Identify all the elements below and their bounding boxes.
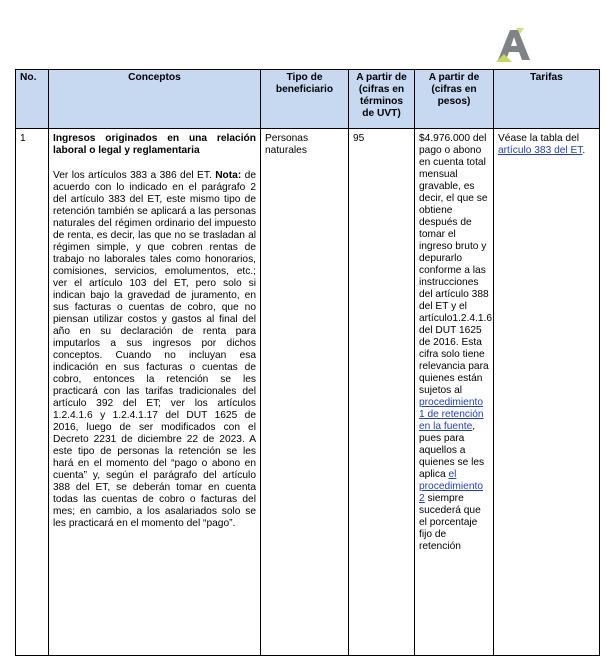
header-beneficiary: Tipo de beneficiario (261, 70, 349, 129)
header-no: No. (16, 70, 49, 129)
article-383-link[interactable]: artículo 383 del ET (498, 145, 583, 156)
cell-no: 1 (16, 129, 49, 656)
cell-pesos (415, 129, 494, 656)
table-row (16, 129, 600, 656)
procedure-1-link[interactable]: procedimiento 1 de retención en la fuente (419, 397, 484, 432)
app-logo-icon (494, 24, 534, 64)
rates-text-2: . (582, 145, 586, 156)
rates-text-1: Véase la tabla del (498, 133, 579, 144)
concept-nota-label: Nota: (215, 170, 242, 181)
concept-body (53, 170, 256, 530)
cell-uvt: 95 (349, 129, 415, 656)
pesos-text-1: $4.976.000 del pago o abono en cuenta total mensual gravable, es decir, el que se obtiene después de tomar el ingreso bruto y depurarlo conforme a las instrucciones del artículo 388 del ET y el artículo1.2.4.1.6 del DUT 1625 de 2016. Esta cifra solo tiene relevancia para quienes están sujetos al (419, 133, 493, 396)
header-pesos: A partir de (cifras en pesos) (415, 70, 494, 129)
procedure-2-link[interactable]: el procedimiento 2 (419, 469, 483, 504)
concept-title: Ingresos originados en una relación laboral o legal y reglamentaria (53, 133, 256, 156)
cell-rates (494, 129, 600, 656)
header-concepts: Conceptos (49, 70, 261, 129)
cell-concepts (49, 129, 261, 656)
cell-beneficiary: Personas naturales (261, 129, 349, 656)
table-header-row (16, 70, 600, 129)
header-uvt: A partir de (cifras en términos de UVT) (349, 70, 415, 129)
concept-body-text: de acuerdo con lo indicado en el parágrafo 2 del artículo 383 del ET, este mismo tipo de retención también se aplicará a las personas naturales del régimen ordinario del impuesto de renta, es decir, las que no se trasladan al régimen simple, y que cobren rentas de trabajo no laborales tales como honorarios, comisiones, servicios, emolumentos, etc.; ver el artículo 103 del ET, pero solo si indican bajo la gravedad de juramento, en sus facturas o cuentas de cobro, que no piensan utilizar costos y gastos al final del año en su declaración de renta para imputarlos a sus ingresos por dichos conceptos. Cuando no incluyan esa indicación en sus facturas o cuentas de cobro, entonces la retención se les practicará con las tarifas tradicionales del artículo 392 del ET; ver los artículos 1.2.4.1.6 y 1.2.4.1.17 del DUT 1625 de 2016, luego de ser modificados con el Decreto 2231 de diciembre 22 de 2023. A este tipo de personas la retención se les hará en el momento del “pago o abono en cuenta” y, según el parágrafo del artículo 388 del ET, se deberán tomar en cuenta todas las cuentas de cobro o facturas del mes; en cambio, a los asalariados solo se les practicará en el momento del “pago”. (53, 170, 256, 529)
pesos-text-2: , pues para aquellos a quienes se les aplica (419, 421, 485, 480)
pesos-text-3: siempre sucederá que el porcentaje fijo de retención (419, 493, 481, 552)
header-rates: Tarifas (494, 70, 600, 129)
concept-body-intro: Ver los artículos 383 a 386 del ET. (53, 170, 216, 181)
withholding-table (15, 69, 600, 656)
